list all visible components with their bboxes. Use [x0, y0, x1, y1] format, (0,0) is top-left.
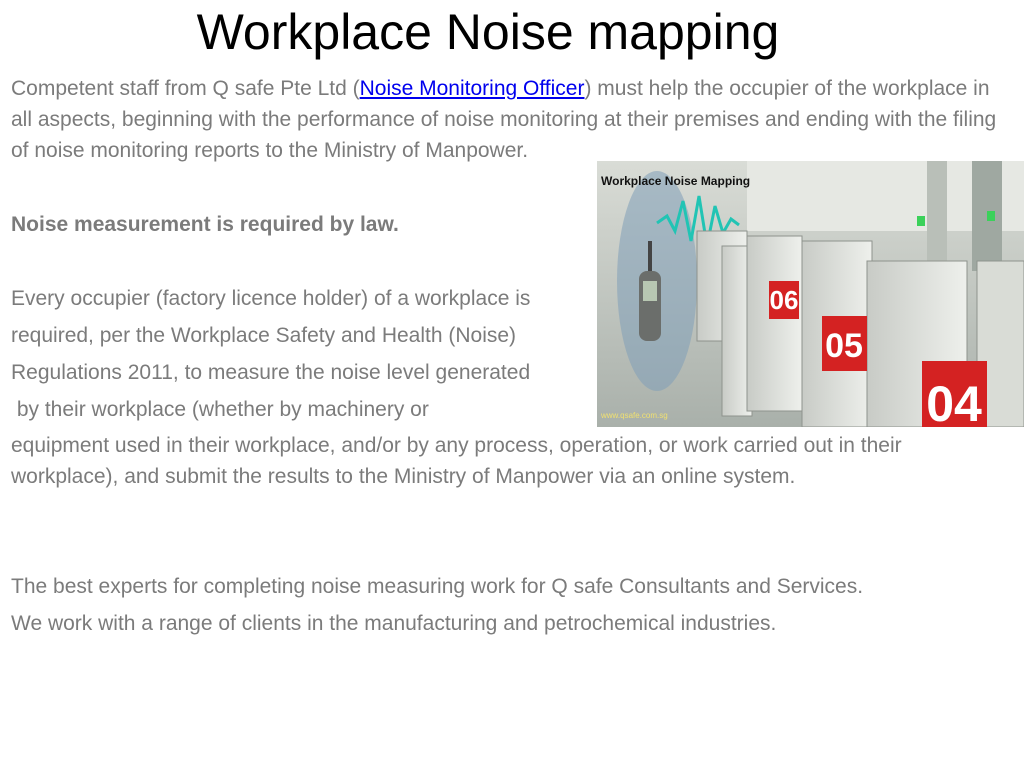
photo-website: www.qsafe.com.sg — [601, 411, 668, 420]
closing-line-1: The best experts for completing noise measuring work for Q safe Consultants and Services. — [11, 575, 864, 598]
body-line-3: Regulations 2011, to measure the noise level generated — [11, 361, 531, 384]
law-heading: Noise measurement is required by law. — [11, 213, 399, 236]
body-continuation: equipment used in their workplace, and/or by any process, operation, or work carried out in their workplace), and submit the results to the Ministry of Manpower via an online system. — [11, 434, 902, 488]
body-line-2: required, per the Workplace Safety and Health (Noise) — [11, 324, 517, 347]
machine-number-05: 05 — [825, 327, 863, 365]
machine-number-06: 06 — [769, 285, 799, 315]
machine-number-04: 04 — [926, 376, 982, 427]
intro-paragraph — [11, 73, 1011, 166]
noise-mapping-photo — [597, 161, 1024, 427]
body-line-4: by their workplace (whether by machinery or — [11, 398, 429, 421]
closing-line-2: We work with a range of clients in the manufacturing and petrochemical industries. — [11, 612, 777, 635]
intro-text-end: ) must help the occupier of the workplace in all aspects, beginning with the performance of noise monitoring at their premises and ending with the filing of noise monitoring reports to the Ministry of Manpower. — [11, 77, 997, 162]
intro-text-start: Competent staff from Q safe Pte Ltd ( — [11, 77, 360, 100]
noise-monitoring-officer-link[interactable]: Noise Monitoring Officer — [359, 77, 585, 100]
body-line-1: Every occupier (factory licence holder) of a workplace is — [11, 287, 531, 310]
photo-caption: Workplace Noise Mapping — [601, 174, 751, 188]
slide-title: Workplace Noise mapping — [196, 4, 780, 60]
